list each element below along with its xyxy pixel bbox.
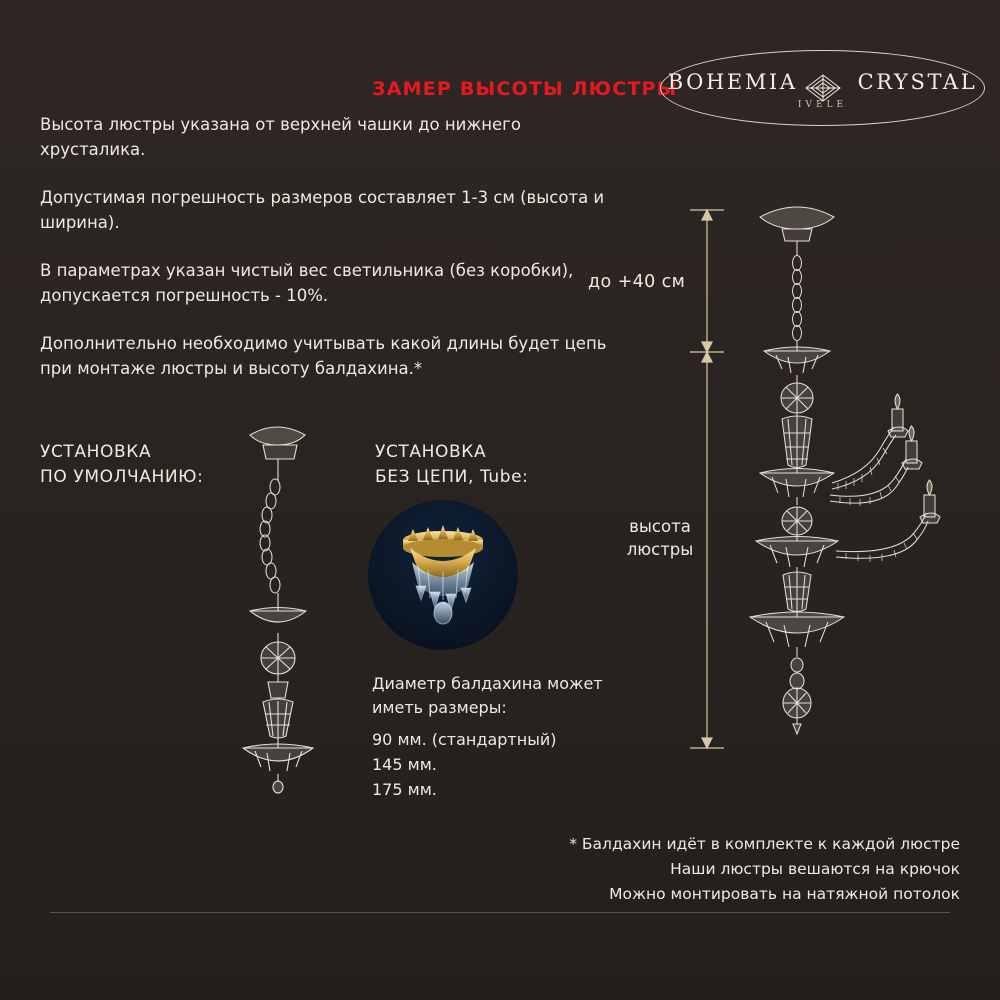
ceiling-light-photo	[368, 500, 518, 650]
header	[0, 26, 1000, 110]
footnote-line-2: Наши люстры вешаются на крючок	[670, 860, 960, 878]
default-install-label-line2: ПО УМОЛЧАНИЮ:	[40, 467, 204, 487]
default-install-label-line1: УСТАНОВКА	[40, 442, 152, 462]
ceiling-light-photo-image	[368, 500, 518, 650]
chandelier-height-label-line1: высота	[629, 517, 691, 536]
canopy-diameter-block	[372, 672, 702, 802]
logo-word-left: BOHEMIA	[667, 70, 798, 94]
canopy-size-2: 145 мм.	[372, 755, 437, 774]
canopy-diameter-caption-1: Диаметр балдахина может	[372, 674, 603, 693]
logo-subtext: IVELE	[797, 100, 848, 110]
chain-length-label: до +40 см	[588, 272, 686, 292]
logo-word-right: CRYSTAL	[857, 70, 978, 94]
intro-paragraph-3: В параметрах указан чистый вес светильника (без коробки), допускается погрешность - 10%.	[40, 261, 574, 305]
chandelier-illustration	[720, 195, 980, 760]
brand-logo	[660, 50, 985, 126]
canopy-diameter-caption-2: иметь размеры:	[372, 698, 507, 717]
default-install-label	[40, 440, 203, 490]
diamond-icon	[804, 74, 842, 102]
no-chain-label-line2: БЕЗ ЦЕПИ, Tube:	[375, 467, 529, 487]
page-title: ЗАМЕР ВЫСОТЫ ЛЮСТРЫ	[372, 78, 678, 100]
no-chain-label-line1: УСТАНОВКА	[375, 442, 487, 462]
intro-paragraph-1: Высота люстры указана от верхней чашки до нижнего хрусталика.	[40, 115, 521, 159]
intro-paragraph-4: Дополнительно необходимо учитывать какой длины будет цепь при монтаже люстры и высоту балдахина.*	[40, 334, 607, 378]
canopy-size-3: 175 мм.	[372, 780, 437, 799]
intro-text-block	[40, 112, 620, 404]
intro-paragraph-2: Допустимая погрешность размеров составляет 1-3 см (высота и ширина).	[40, 188, 605, 232]
footnote-line-1: * Балдахин идёт в комплекте к каждой люстре	[569, 835, 960, 853]
bottom-divider	[50, 912, 950, 913]
footnote-line-3: Можно монтировать на натяжной потолок	[609, 885, 960, 903]
pendant-default-illustration	[195, 415, 360, 815]
no-chain-install-label	[375, 440, 529, 490]
footnote-block	[470, 832, 960, 907]
canopy-size-1: 90 мм. (стандартный)	[372, 730, 557, 749]
chandelier-height-label-line2: люстры	[626, 540, 694, 559]
